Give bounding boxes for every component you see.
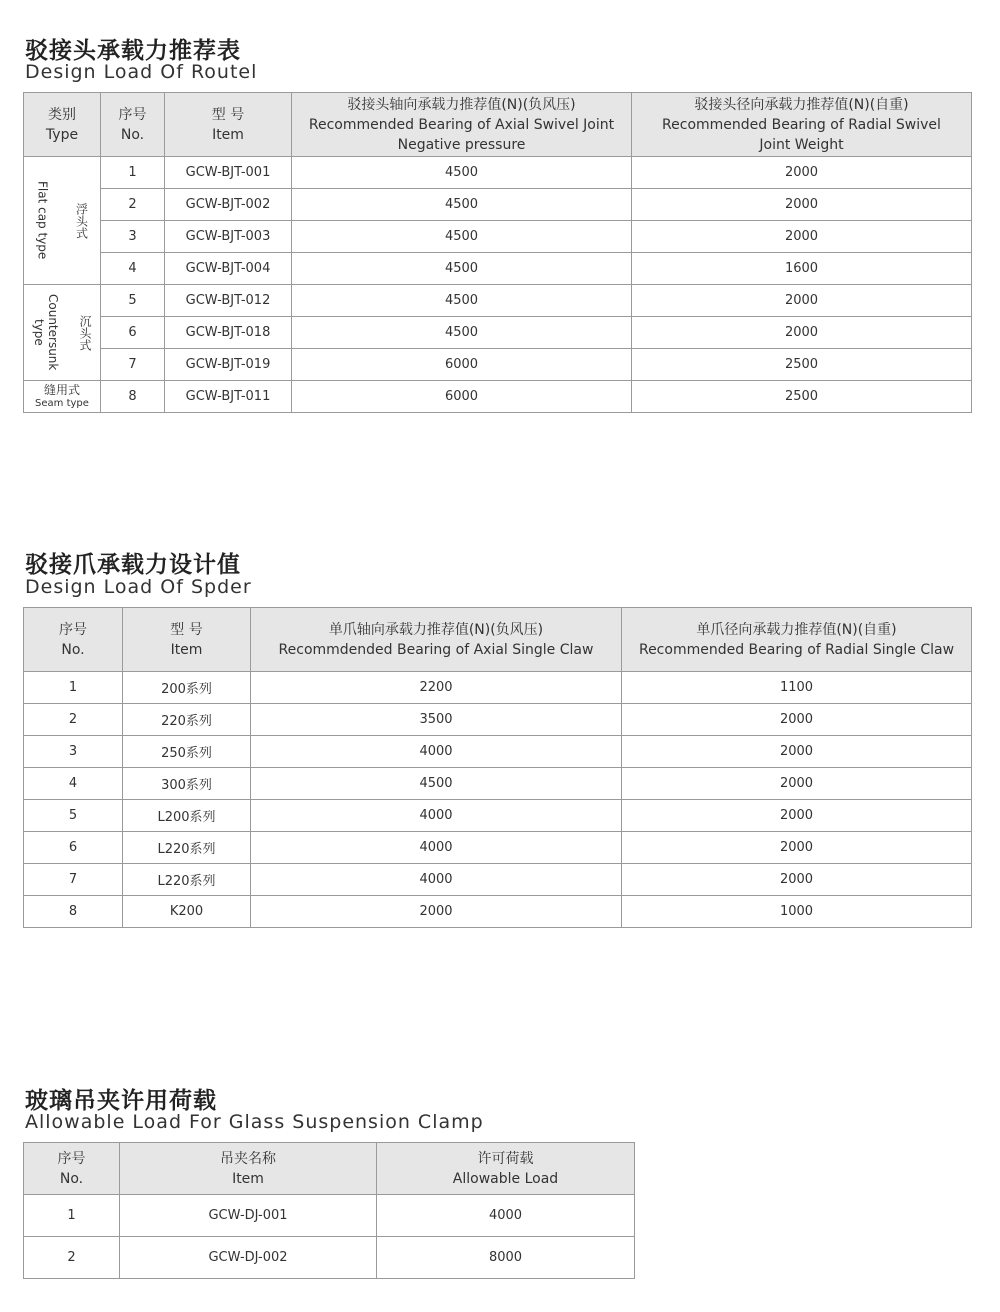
table-row — [24, 896, 972, 928]
header-axial — [292, 93, 632, 157]
cell-item: GCW-BJT-001 — [165, 157, 292, 189]
cell-item: GCW-BJT-003 — [165, 221, 292, 253]
cell-no: 3 — [24, 736, 123, 768]
header-no-en: No. — [59, 1170, 84, 1187]
table-row — [24, 221, 972, 253]
header-radial-en2: Joint Weight — [759, 136, 844, 153]
cell-axial: 6000 — [292, 349, 632, 381]
group-seam — [24, 381, 101, 413]
cell-radial: 2000 — [622, 864, 972, 896]
table-header-row — [24, 1143, 635, 1195]
section2-title-en: Design Load Of Spder — [25, 576, 252, 598]
cell-item: GCW-DJ-001 — [120, 1195, 377, 1237]
header-radial-cn: 驳接头径向承载力推荐值(N)(自重) — [694, 96, 909, 113]
cell-axial: 4000 — [251, 864, 622, 896]
header-item-en: Item — [232, 1170, 264, 1187]
header-item-cn: 型 号 — [211, 106, 245, 123]
section2-title-cn: 驳接爪承载力设计值 — [25, 552, 241, 578]
cell-axial: 4500 — [251, 768, 622, 800]
header-axial-cn: 单爪轴向承载力推荐值(N)(负风压) — [328, 621, 544, 638]
cell-axial: 4500 — [292, 285, 632, 317]
header-item-cn: 吊夹名称 — [220, 1150, 276, 1167]
cell-no: 1 — [24, 672, 123, 704]
cell-item: GCW-BJT-018 — [165, 317, 292, 349]
cell-radial: 2000 — [632, 157, 972, 189]
table-row — [24, 253, 972, 285]
routel-load-table — [23, 92, 972, 413]
header-load-cn: 许可荷载 — [477, 1150, 534, 1167]
cell-no: 6 — [24, 832, 123, 864]
cell-axial: 4000 — [251, 736, 622, 768]
header-type-cn: 类别 — [48, 106, 76, 123]
table-row — [24, 285, 972, 317]
cell-axial: 4000 — [251, 832, 622, 864]
cell-no: 3 — [101, 221, 165, 253]
header-item-en: Item — [170, 641, 203, 658]
header-item — [165, 93, 292, 157]
cell-radial: 1100 — [622, 672, 972, 704]
cell-axial: 2200 — [251, 672, 622, 704]
header-no-cn: 序号 — [57, 1150, 86, 1167]
table-row — [24, 704, 972, 736]
header-radial-cn: 单爪径向承载力推荐值(N)(自重) — [696, 621, 897, 638]
table-row — [24, 832, 972, 864]
group-countersunk-en: Countersunk type — [32, 294, 60, 371]
header-item-en: Item — [212, 126, 244, 143]
table-row — [24, 157, 972, 189]
cell-load: 8000 — [377, 1237, 635, 1279]
header-item-cn: 型 号 — [170, 621, 203, 638]
cell-item: GCW-BJT-019 — [165, 349, 292, 381]
header-no — [101, 93, 165, 157]
cell-item: GCW-BJT-012 — [165, 285, 292, 317]
cell-no: 1 — [101, 157, 165, 189]
header-axial-en: Recommdended Bearing of Axial Single Claw — [278, 641, 594, 658]
cell-no: 4 — [24, 768, 123, 800]
cell-item: 300系列 — [123, 768, 251, 800]
cell-radial: 1600 — [632, 253, 972, 285]
cell-axial: 2000 — [251, 896, 622, 928]
cell-radial: 2000 — [622, 768, 972, 800]
section3-title-cn: 玻璃吊夹许用荷载 — [25, 1088, 217, 1114]
cell-item: L220系列 — [123, 864, 251, 896]
cell-no: 1 — [24, 1195, 120, 1237]
cell-no: 4 — [101, 253, 165, 285]
cell-radial: 2500 — [632, 349, 972, 381]
table-row — [24, 1195, 635, 1237]
table-header-row — [24, 93, 972, 157]
cell-axial: 4500 — [292, 317, 632, 349]
table-row — [24, 381, 972, 413]
table-row — [24, 864, 972, 896]
spider-load-table — [23, 607, 972, 928]
header-axial-en2: Negative pressure — [397, 136, 526, 153]
cell-item: GCW-BJT-002 — [165, 189, 292, 221]
group-countersunk-cn: 沉头式 — [78, 314, 92, 351]
header-item — [120, 1143, 377, 1195]
group-seam-cn: 缝用式 — [43, 382, 80, 397]
cell-no: 8 — [24, 896, 123, 928]
table-row — [24, 349, 972, 381]
cell-radial: 2000 — [632, 221, 972, 253]
header-item — [123, 608, 251, 672]
cell-axial: 4500 — [292, 253, 632, 285]
cell-axial: 4000 — [251, 800, 622, 832]
cell-no: 5 — [24, 800, 123, 832]
cell-radial: 2000 — [632, 285, 972, 317]
cell-item: 200系列 — [123, 672, 251, 704]
cell-radial: 2000 — [622, 736, 972, 768]
header-load-en: Allowable Load — [452, 1170, 559, 1187]
cell-no: 2 — [24, 704, 123, 736]
header-no — [24, 608, 123, 672]
cell-radial: 2000 — [632, 189, 972, 221]
cell-no: 8 — [101, 381, 165, 413]
header-axial-en1: Recommended Bearing of Axial Swivel Joint — [308, 116, 615, 133]
section3-title-en: Allowable Load For Glass Suspension Clamp — [25, 1111, 484, 1133]
header-no-en: No. — [120, 126, 145, 143]
table-row — [24, 768, 972, 800]
table-row — [24, 317, 972, 349]
section1-title-cn: 驳接头承载力推荐表 — [25, 38, 241, 64]
cell-item: GCW-BJT-004 — [165, 253, 292, 285]
cell-no: 7 — [101, 349, 165, 381]
cell-axial: 4500 — [292, 157, 632, 189]
cell-radial: 2500 — [632, 381, 972, 413]
cell-no: 2 — [24, 1237, 120, 1279]
cell-item: 220系列 — [123, 704, 251, 736]
group-flat-cap-en: Flat cap type — [35, 181, 50, 260]
cell-axial: 4500 — [292, 221, 632, 253]
cell-no: 5 — [101, 285, 165, 317]
cell-item: 250系列 — [123, 736, 251, 768]
cell-radial: 2000 — [622, 704, 972, 736]
table-row — [24, 1237, 635, 1279]
cell-load: 4000 — [377, 1195, 635, 1237]
header-radial-en1: Recommended Bearing of Radial Swivel — [662, 116, 941, 133]
group-seam-en: Seam type — [35, 397, 89, 409]
header-no — [24, 1143, 120, 1195]
table-header-row — [24, 608, 972, 672]
cell-item: GCW-DJ-002 — [120, 1237, 377, 1279]
header-radial — [632, 93, 972, 157]
cell-no: 6 — [101, 317, 165, 349]
cell-axial: 4500 — [292, 189, 632, 221]
cell-axial: 6000 — [292, 381, 632, 413]
header-no-en: No. — [61, 641, 85, 658]
cell-radial: 2000 — [622, 800, 972, 832]
table-row — [24, 800, 972, 832]
group-flat-cap — [24, 157, 101, 285]
header-radial-en: Recommended Bearing of Radial Single Claw — [638, 641, 955, 658]
header-axial — [251, 608, 622, 672]
header-type — [24, 93, 101, 157]
header-radial — [622, 608, 972, 672]
cell-no: 2 — [101, 189, 165, 221]
cell-item: GCW-BJT-011 — [165, 381, 292, 413]
section1-title-en: Design Load Of Routel — [25, 61, 258, 83]
table-row — [24, 736, 972, 768]
cell-radial: 2000 — [632, 317, 972, 349]
table-row — [24, 189, 972, 221]
header-load — [377, 1143, 635, 1195]
header-no-cn: 序号 — [59, 621, 87, 638]
header-axial-cn: 驳接头轴向承载力推荐值(N)(负风压) — [347, 96, 576, 113]
cell-radial: 1000 — [622, 896, 972, 928]
cell-radial: 2000 — [622, 832, 972, 864]
group-countersunk — [24, 285, 101, 381]
clamp-load-table — [23, 1142, 635, 1279]
cell-no: 7 — [24, 864, 123, 896]
cell-axial: 3500 — [251, 704, 622, 736]
table-row — [24, 672, 972, 704]
header-no-cn: 序号 — [118, 106, 147, 123]
header-type-en: Type — [45, 126, 79, 143]
cell-item: L220系列 — [123, 832, 251, 864]
cell-item: K200 — [123, 896, 251, 928]
group-flat-cap-cn: 浮头式 — [74, 202, 89, 239]
cell-item: L200系列 — [123, 800, 251, 832]
